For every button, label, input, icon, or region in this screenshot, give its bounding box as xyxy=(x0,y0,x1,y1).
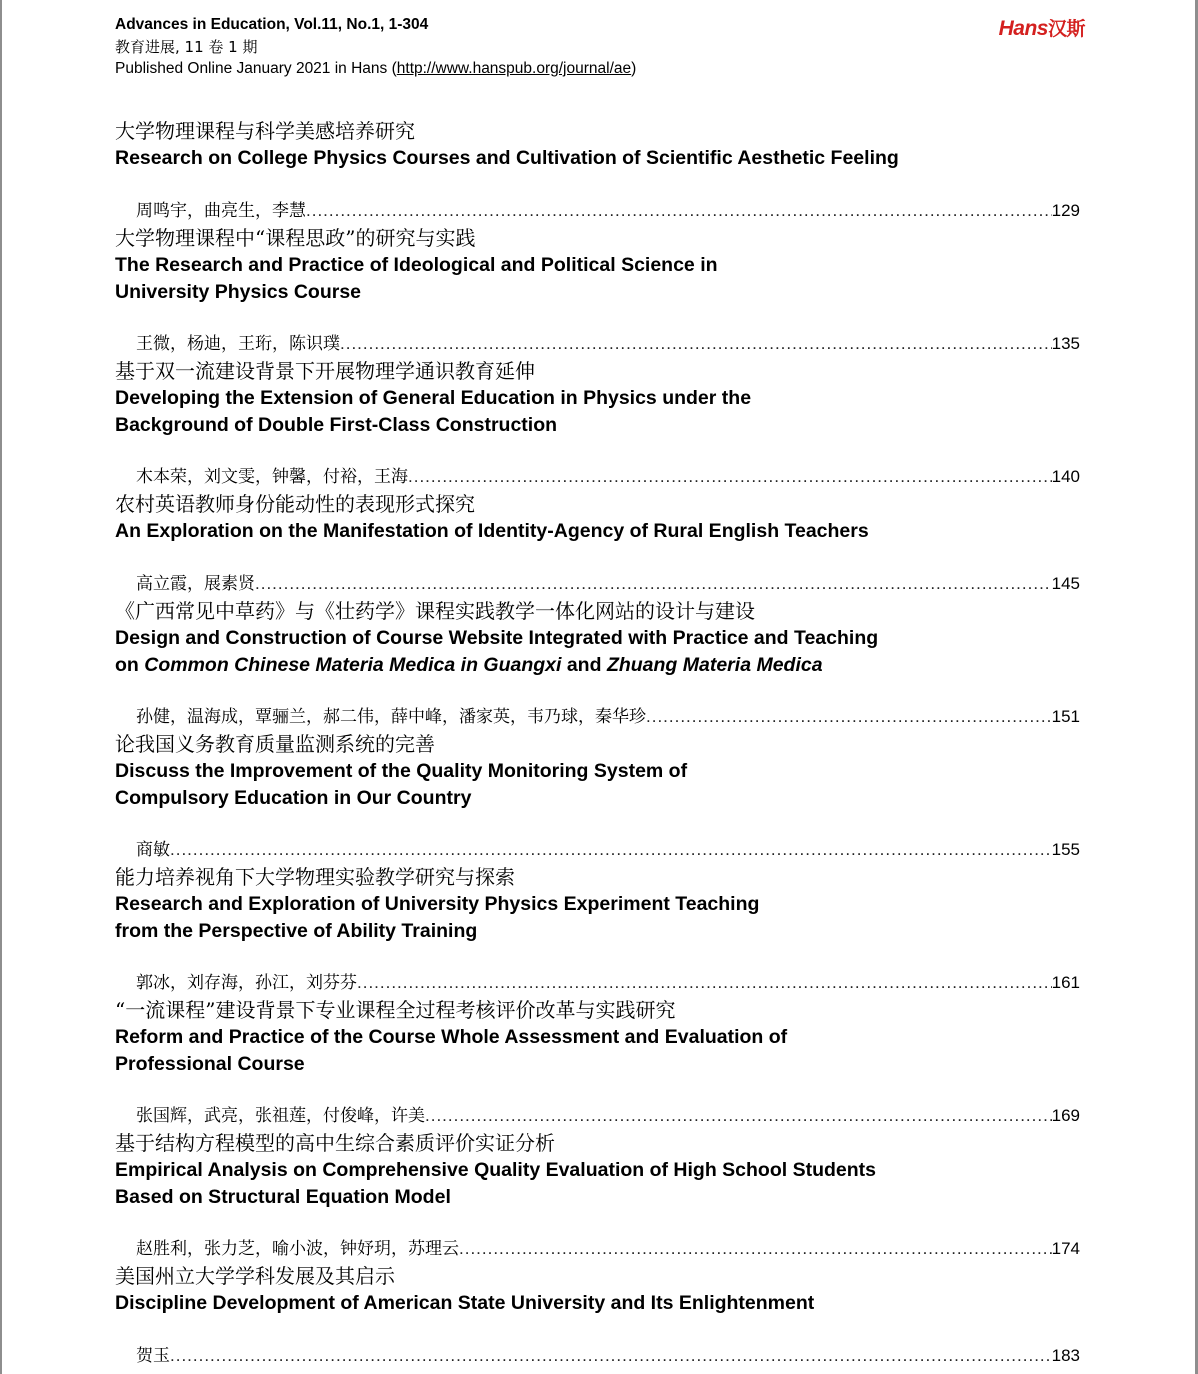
title-conjunction: and xyxy=(561,654,607,676)
entry-authors: 孙健，温海成，覃骊兰，郝二伟，薛中峰，潘家英，韦乃球，秦华珍 xyxy=(136,707,646,727)
entry-english-title-line2: Professional Course xyxy=(115,1053,305,1075)
entry-authors: 郭冰，刘存海，孙江，刘芬芬 xyxy=(136,973,357,993)
dot-leader xyxy=(357,973,1052,993)
toc-entry[interactable] xyxy=(115,1262,1080,1369)
entry-chinese-title: 大学物理课程与科学美感培养研究 xyxy=(115,119,415,143)
logo-chinese: 汉斯 xyxy=(1047,18,1085,40)
dot-leader xyxy=(425,1106,1052,1126)
entry-authors-row xyxy=(136,569,1080,597)
journal-url-link[interactable]: http://www.hanspub.org/journal/ae xyxy=(396,60,632,77)
toc-entry[interactable] xyxy=(115,597,1080,730)
dot-leader xyxy=(306,201,1052,221)
toc-entry[interactable] xyxy=(115,863,1080,996)
entry-chinese-title: 基于结构方程模型的高中生综合素质评价实证分析 xyxy=(115,1131,555,1155)
toc-entry[interactable] xyxy=(115,357,1080,490)
entry-authors: 商敏 xyxy=(136,840,170,860)
toc-entry[interactable] xyxy=(115,730,1080,863)
entry-chinese-title: 能力培养视角下大学物理实验教学研究与探索 xyxy=(115,865,515,889)
entry-page-number[interactable]: 161 xyxy=(1051,973,1080,992)
published-prefix: Published Online January 2021 in Hans ( xyxy=(115,60,397,77)
journal-cn-line: 教育进展, 11 卷 1 期 xyxy=(115,38,258,56)
entry-english-title: An Exploration on the Manifestation of Identity-Agency of Rural English Teachers xyxy=(115,520,869,542)
entry-english-title-line2: University Physics Course xyxy=(115,281,362,303)
page-border-left xyxy=(0,0,2,1374)
entry-page-number[interactable]: 183 xyxy=(1051,1346,1080,1365)
entry-chinese-title: 大学物理课程中“课程思政”的研究与实践 xyxy=(115,226,476,250)
entry-english-title: Reform and Practice of the Course Whole Assessment and Evaluation of xyxy=(115,1026,788,1048)
dot-leader xyxy=(459,1239,1052,1259)
dot-leader xyxy=(646,707,1052,727)
entry-authors-row xyxy=(136,702,1080,730)
journal-header xyxy=(115,14,1085,80)
entry-page-number[interactable]: 140 xyxy=(1051,467,1080,486)
dot-leader xyxy=(170,1346,1052,1366)
entry-chinese-title: 农村英语教师身份能动性的表现形式探究 xyxy=(115,492,475,516)
entry-english-title: The Research and Practice of Ideological and Political Science in xyxy=(115,254,718,276)
dot-leader xyxy=(255,574,1052,594)
table-of-contents xyxy=(115,117,1080,1369)
entry-english-title-line2: Based on Structural Equation Model xyxy=(115,1186,451,1208)
entry-authors-row xyxy=(136,196,1080,224)
book-title-1: Common Chinese Materia Medica in Guangxi xyxy=(144,654,562,676)
published-line xyxy=(115,58,1085,80)
entry-page-number[interactable]: 145 xyxy=(1051,574,1080,593)
entry-english-title: Research and Exploration of University Physics Experiment Teaching xyxy=(115,893,760,915)
entry-authors: 高立霞，展素贤 xyxy=(136,574,255,594)
entry-chinese-title: 美国州立大学学科发展及其启示 xyxy=(115,1264,395,1288)
journal-volume-line: Advances in Education, Vol.11, No.1, 1-304 xyxy=(115,16,429,33)
dot-leader xyxy=(170,840,1052,860)
entry-english-title-line2 xyxy=(115,652,1080,679)
entry-page-number[interactable]: 155 xyxy=(1051,840,1080,859)
entry-english-title-line2: Background of Double First-Class Construction xyxy=(115,414,558,436)
entry-chinese-title: 论我国义务教育质量监测系统的完善 xyxy=(115,732,435,756)
entry-page-number[interactable]: 129 xyxy=(1051,201,1080,220)
entry-page-number[interactable]: 135 xyxy=(1051,334,1080,353)
entry-english-title-line2: from the Perspective of Ability Training xyxy=(115,920,478,942)
entry-chinese-title: 《广西常见中草药》与《壮药学》课程实践教学一体化网站的设计与建设 xyxy=(115,599,755,623)
entry-authors: 王微，杨迪，王珩，陈识璞 xyxy=(136,334,340,354)
entry-english-title: Discipline Development of American State University and Its Enlightenment xyxy=(115,1292,815,1314)
entry-authors-row xyxy=(136,1101,1080,1129)
entry-english-title: Discuss the Improvement of the Quality Monitoring System of xyxy=(115,760,688,782)
entry-authors: 周鸣宇，曲亮生，李慧 xyxy=(136,201,306,221)
entry-authors-row xyxy=(136,835,1080,863)
published-suffix: ) xyxy=(631,60,637,77)
dot-leader xyxy=(408,467,1052,487)
toc-entry[interactable] xyxy=(115,490,1080,597)
entry-authors: 贺玉 xyxy=(136,1346,170,1366)
entry-page-number[interactable]: 174 xyxy=(1051,1239,1080,1258)
entry-authors: 张国辉，武亮，张祖莲，付俊峰，许美 xyxy=(136,1106,425,1126)
entry-english-title: Empirical Analysis on Comprehensive Quality Evaluation of High School Students xyxy=(115,1159,877,1181)
hans-logo xyxy=(999,14,1085,41)
entry-page-number[interactable]: 169 xyxy=(1051,1106,1080,1125)
entry-english-title: Research on College Physics Courses and Cultivation of Scientific Aesthetic Feeling xyxy=(115,147,899,169)
entry-english-title: Developing the Extension of General Education in Physics under the xyxy=(115,387,752,409)
entry-chinese-title: “一流课程”建设背景下专业课程全过程考核评价改革与实践研究 xyxy=(115,998,676,1022)
toc-entry[interactable] xyxy=(115,996,1080,1129)
entry-chinese-title: 基于双一流建设背景下开展物理学通识教育延伸 xyxy=(115,359,535,383)
entry-authors-row xyxy=(136,1234,1080,1262)
toc-entry[interactable] xyxy=(115,117,1080,224)
entry-authors-row xyxy=(136,968,1080,996)
entry-authors-row xyxy=(136,1341,1080,1369)
book-title-2: Zhuang Materia Medica xyxy=(606,654,823,676)
dot-leader xyxy=(340,334,1052,354)
entry-authors: 木本荣，刘文雯，钟馨，付裕，王海 xyxy=(136,467,408,487)
entry-authors-row xyxy=(136,462,1080,490)
entry-authors: 赵胜利，张力芝，喻小波，钟妤玥，苏理云 xyxy=(136,1239,459,1259)
logo-latin: Hans xyxy=(998,17,1048,40)
title-prefix: on xyxy=(115,654,145,676)
entry-page-number[interactable]: 151 xyxy=(1051,707,1080,726)
toc-entry[interactable] xyxy=(115,224,1080,357)
entry-authors-row xyxy=(136,329,1080,357)
toc-entry[interactable] xyxy=(115,1129,1080,1262)
entry-english-title-line2: Compulsory Education in Our Country xyxy=(115,787,472,809)
entry-english-title: Design and Construction of Course Website Integrated with Practice and Teaching xyxy=(115,627,879,649)
